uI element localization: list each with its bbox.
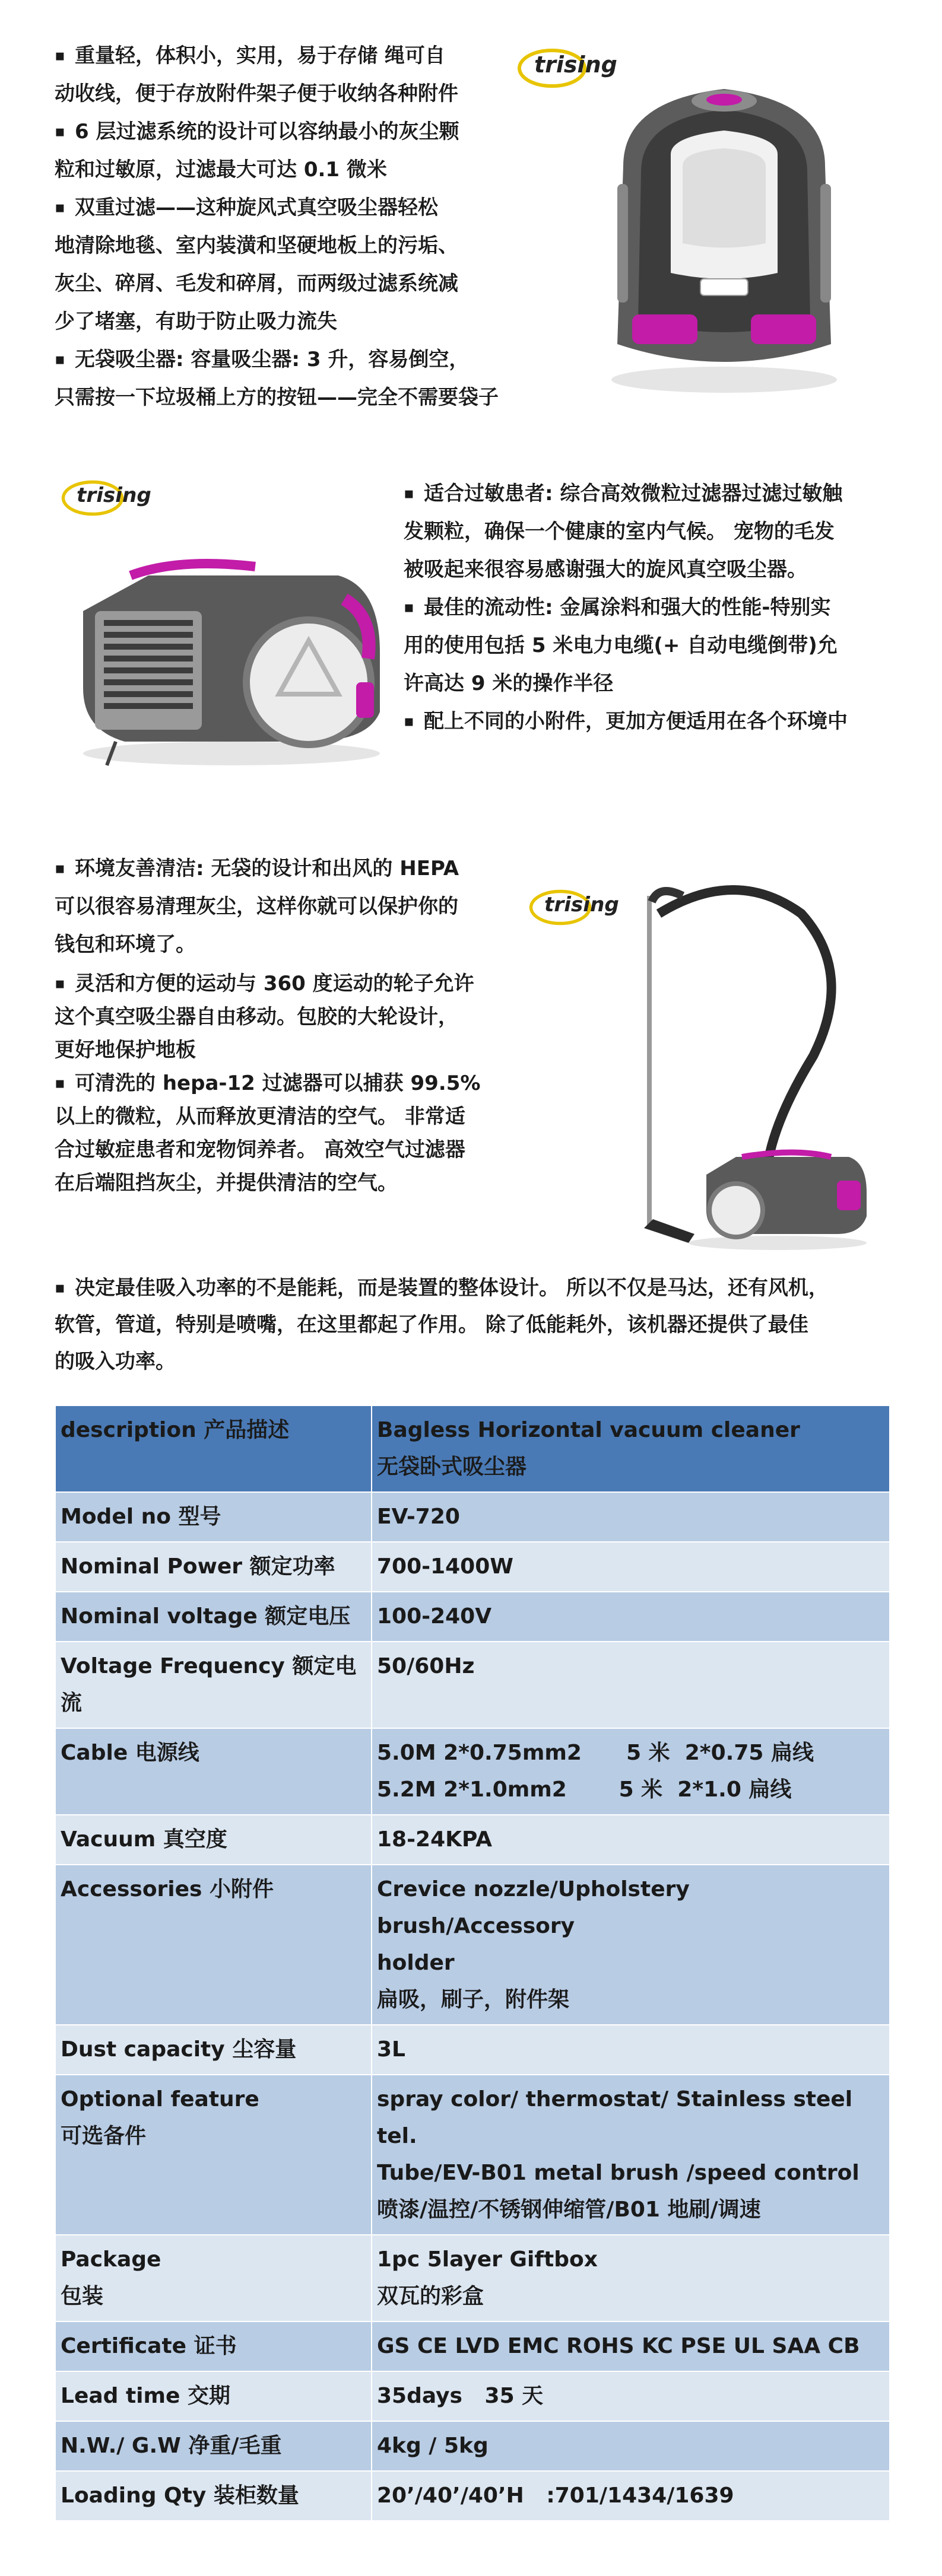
vacuum-hose-icon [617,878,878,1258]
spec-table [55,1405,890,2521]
bullet-mark: ▪ [55,1279,65,1297]
spec-label: Model no 型号 [55,1492,372,1542]
spec-label: Package 包装 [55,2235,372,2321]
product-image-side [59,534,392,771]
table-row [55,2025,890,2075]
spec-label: Dust capacity 尘容量 [55,2025,372,2075]
feature-item: ▪ 可清洗的 hepa-12 过滤器可以捕获 99.5% 以上的微粒，从而释放更清洁的空气。 非常适 合过敏症患者和宠物饲养者。 高效空气过滤器 在后端阻挡灰尘，并提供清洁的空气。 [55,1067,577,1200]
spec-value: 1pc 5layer Giftbox 双瓦的彩盒 [372,2235,890,2321]
table-row [55,1405,890,1492]
table-row [55,1728,890,1815]
feature-item: ▪ 无袋吸尘器: 容量吸尘器: 3 升，容易倒空， 只需按一下垃圾桶上方的按钮——完全不需要袋子 [55,341,577,416]
table-row [55,2421,890,2471]
bullet-mark: ▪ [55,1074,65,1092]
spec-label: N.W./ G.W 净重/毛重 [55,2421,372,2471]
spec-value: 35days 35 天 [372,2371,890,2421]
spec-value: 3L [372,2025,890,2075]
svg-text:trising: trising [534,52,617,78]
vacuum-front-icon [600,65,849,397]
feature-item: ▪ 配上不同的小附件，更加方便适用在各个环境中 [404,702,926,740]
table-row [55,1642,890,1728]
spec-label: Accessories 小附件 [55,1865,372,2025]
spec-value: 700-1400W [372,1542,890,1592]
spec-value: 20’/40’/40’H :701/1434/1639 [372,2471,890,2521]
bullet-mark: ▪ [55,199,65,217]
spec-value: 4kg / 5kg [372,2421,890,2471]
table-row [55,2321,890,2371]
bullet-mark: ▪ [404,485,414,503]
spec-label: Lead time 交期 [55,2371,372,2421]
feature-list-3-wide [55,1270,897,1380]
spec-label: Vacuum 真空度 [55,1815,372,1865]
table-row [55,1542,890,1592]
bullet-mark: ▪ [55,351,65,368]
bullet-mark: ▪ [404,599,414,616]
svg-text:trising: trising [544,892,619,917]
spec-value: 18-24KPA [372,1815,890,1865]
table-row [55,1815,890,1865]
spec-value: 100-240V [372,1592,890,1642]
table-row [55,1592,890,1642]
spec-value: spray color/ thermostat/ Stainless steel tel. Tube/EV-B01 metal brush /speed control 喷漆/温控/不锈钢伸缩管/B01 地刷/调速 [372,2075,890,2235]
spec-value: Bagless Horizontal vacuum cleaner 无袋卧式吸尘器 [372,1405,890,1492]
spec-label: Voltage Frequency 额定电流 [55,1642,372,1728]
feature-item: ▪ 灵活和方便的运动与 360 度运动的轮子允许 这个真空吸尘器自由移动。包胶的大轮设计， 更好地保护地板 [55,967,577,1067]
feature-list-1 [55,37,577,416]
table-row [55,2235,890,2321]
feature-list-3 [55,850,577,1200]
table-row [55,2371,890,2421]
feature-item: ▪ 环境友善清洁: 无袋的设计和出风的 HEPA 可以很容易清理灰尘，这样你就可以保护你的 钱包和环境了。 [55,850,577,963]
table-row [55,2075,890,2235]
feature-item: ▪ 重量轻，体积小，实用，易于存储 绳可自 动收线，便于存放附件架子便于收纳各种附件 [55,37,577,113]
bullet-mark: ▪ [55,860,65,877]
spec-value: EV-720 [372,1492,890,1542]
product-image-with-hose [617,878,878,1258]
trising-logo-icon [55,469,173,522]
spec-label: description 产品描述 [55,1405,372,1492]
spec-label: Certificate 证书 [55,2321,372,2371]
spec-label: Loading Qty 装柜数量 [55,2471,372,2521]
feature-list-2 [404,475,926,740]
vacuum-side-icon [59,534,392,771]
feature-item: ▪ 适合过敏患者: 综合高效微粒过滤器过滤过敏触 发颗粒，确保一个健康的室内气候。 宠物的毛发 被吸起来很容易感谢强大的旋风真空吸尘器。 [404,475,926,589]
svg-text:trising: trising [77,483,151,507]
spec-value: GS CE LVD EMC ROHS KC PSE UL SAA CB [372,2321,890,2371]
table-row [55,1865,890,2025]
feature-item: ▪ 6 层过滤系统的设计可以容纳最小的灰尘颗 粒和过敏原，过滤最大可达 0.1 微米 [55,113,577,189]
spec-value: Crevice nozzle/Upholstery brush/Accessory holder 扁吸，刷子，附件架 [372,1865,890,2025]
spec-label: Optional feature 可选备件 [55,2075,372,2235]
product-image-front [600,65,849,397]
bullet-mark: ▪ [55,123,65,141]
spec-label: Cable 电源线 [55,1728,372,1815]
spec-label: Nominal Power 额定功率 [55,1542,372,1592]
feature-item: ▪ 双重过滤——这种旋风式真空吸尘器轻松 地清除地毯、室内装潢和坚硬地板上的污垢、 灰尘、碎屑、毛发和碎屑，而两级过滤系统减 少了堵塞，有助于防止吸力流失 [55,189,577,341]
bullet-mark: ▪ [55,47,65,65]
bullet-mark: ▪ [404,713,414,730]
spec-value: 5.0M 2*0.75mm2 5 米 2*0.75 扁线 5.2M 2*1.0mm2 5 米 2*1.0 扁线 [372,1728,890,1815]
brand-logo [55,469,173,522]
spec-label: Nominal voltage 额定电压 [55,1592,372,1642]
bullet-mark: ▪ [55,975,65,993]
spec-value: 50/60Hz [372,1642,890,1728]
feature-item: ▪ 决定最佳吸入功率的不是能耗，而是装置的整体设计。 所以不仅是马达，还有风机， 软管，管道，特别是喷嘴，在这里都起了作用。 除了低能耗外，该机器还提供了最佳 的吸入功率。 [55,1270,897,1380]
table-row [55,2471,890,2521]
feature-item: ▪ 最佳的流动性: 金属涂料和强大的性能-特别实 用的使用包括 5 米电力电缆(+ 自动电缆倒带)允 许高达 9 米的操作半径 [404,589,926,702]
table-row [55,1492,890,1542]
